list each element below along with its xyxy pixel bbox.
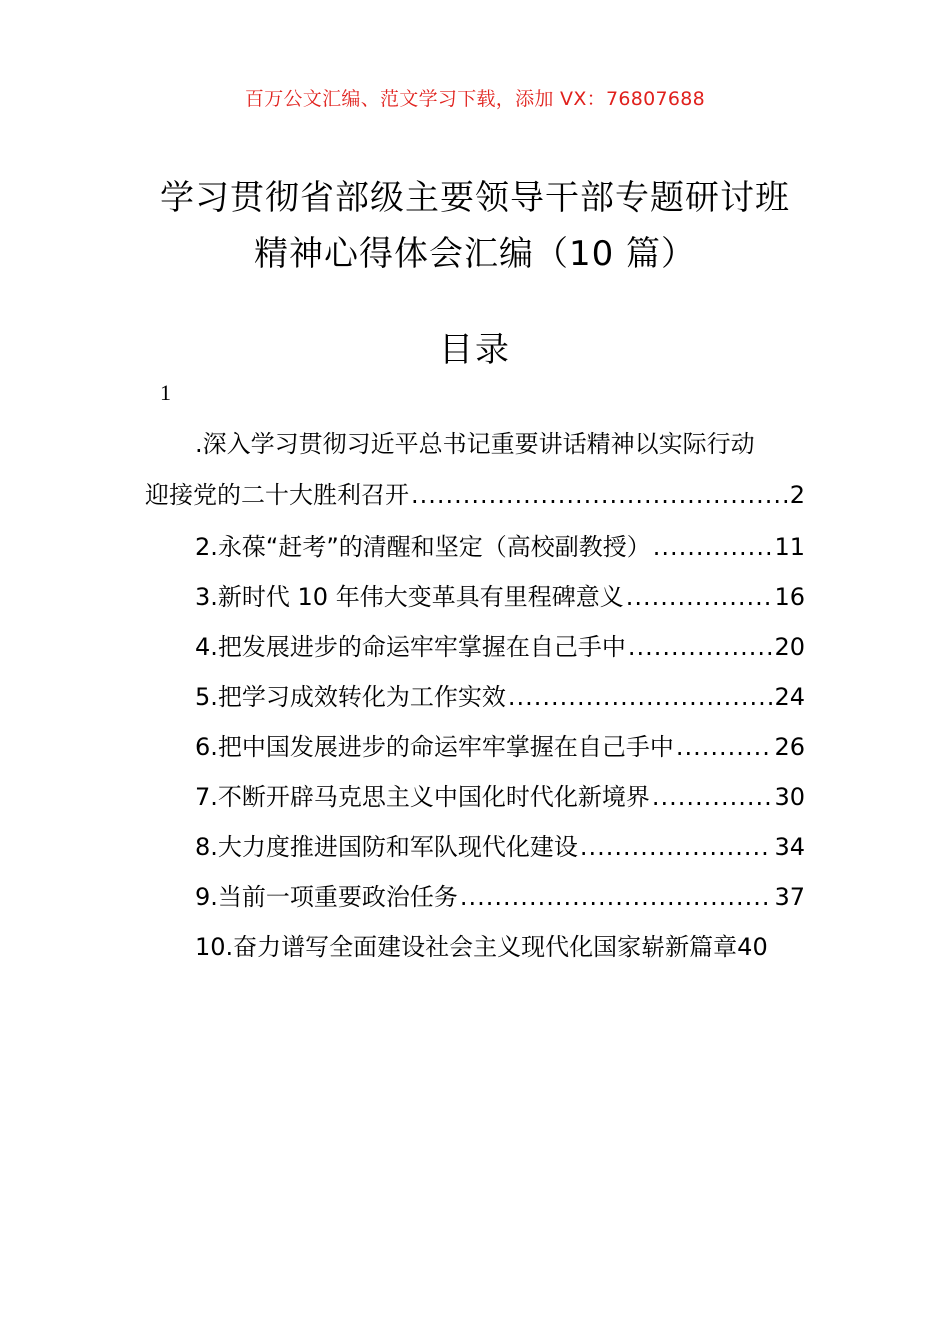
toc-page-number: 34 <box>774 833 805 861</box>
download-banner: 百万公文汇编、范文学习下载，添加 VX：76807688 <box>244 88 706 110</box>
toc-entry-text: 3.新时代 10 年伟大变革具有里程碑意义 <box>195 583 624 611</box>
toc-entry-text: 7.不断开辟马克思主义中国化时代化新境界 <box>195 783 650 811</box>
toc-entry-6[interactable] <box>145 722 805 772</box>
toc-entry-3[interactable] <box>145 572 805 622</box>
toc-leader-dots <box>653 522 773 572</box>
toc-page-number: 26 <box>774 733 805 761</box>
toc-leader-dots <box>652 772 773 822</box>
toc-entry-8[interactable] <box>145 822 805 872</box>
toc-entry-text: 4.把发展进步的命运牢牢掌握在自己手中 <box>195 633 626 661</box>
table-of-contents <box>145 420 805 972</box>
toc-leader-dots <box>676 722 773 772</box>
title-line-2: 精神心得体会汇编（10 篇） <box>253 234 697 274</box>
toc-page-number: 11 <box>774 533 805 561</box>
document-title <box>0 170 950 282</box>
toc-entry-7[interactable] <box>145 772 805 822</box>
toc-page-number: 16 <box>774 583 805 611</box>
toc-entry-text: 8.大力度推进国防和军队现代化建设 <box>195 833 578 861</box>
toc-leader-dots <box>580 822 773 872</box>
toc-entry-2[interactable] <box>145 522 805 572</box>
toc-page-number: 40 <box>737 933 768 961</box>
toc-page-number: 37 <box>774 883 805 911</box>
toc-heading: 目录 <box>439 330 511 370</box>
toc-page-number: 30 <box>774 783 805 811</box>
toc-entry-text: .深入学习贯彻习近平总书记重要讲话精神以实际行动 <box>195 430 755 458</box>
toc-page-number: 2 <box>789 481 805 509</box>
toc-entry-5[interactable] <box>145 672 805 722</box>
toc-entry-4[interactable] <box>145 622 805 672</box>
toc-entry-text: 5.把学习成效转化为工作实效 <box>195 683 506 711</box>
toc-page-number: 24 <box>774 683 805 711</box>
title-line-1: 学习贯彻省部级主要领导干部专题研讨班 <box>160 178 790 218</box>
toc-leader-dots <box>411 468 788 522</box>
toc-leader-dots <box>628 622 773 672</box>
toc-entry-text: 2.永葆“赶考”的清醒和坚定（高校副教授） <box>195 533 651 561</box>
toc-page-number: 20 <box>774 633 805 661</box>
toc-leader-dots <box>460 872 773 922</box>
toc-leader-dots <box>626 572 773 622</box>
toc-entry-10[interactable] <box>145 922 805 972</box>
toc-entry-text: 9.当前一项重要政治任务 <box>195 883 458 911</box>
toc-entry-1[interactable] <box>145 420 805 522</box>
toc-entry-text: 迎接党的二十大胜利召开 <box>145 481 409 509</box>
toc-entry-9[interactable] <box>145 872 805 922</box>
toc-first-number: 1 <box>160 380 171 405</box>
toc-entry-text: 6.把中国发展进步的命运牢牢掌握在自己手中 <box>195 733 674 761</box>
toc-entry-text: 10.奋力谱写全面建设社会主义现代化国家崭新篇章 <box>195 933 738 961</box>
toc-leader-dots <box>508 672 773 722</box>
